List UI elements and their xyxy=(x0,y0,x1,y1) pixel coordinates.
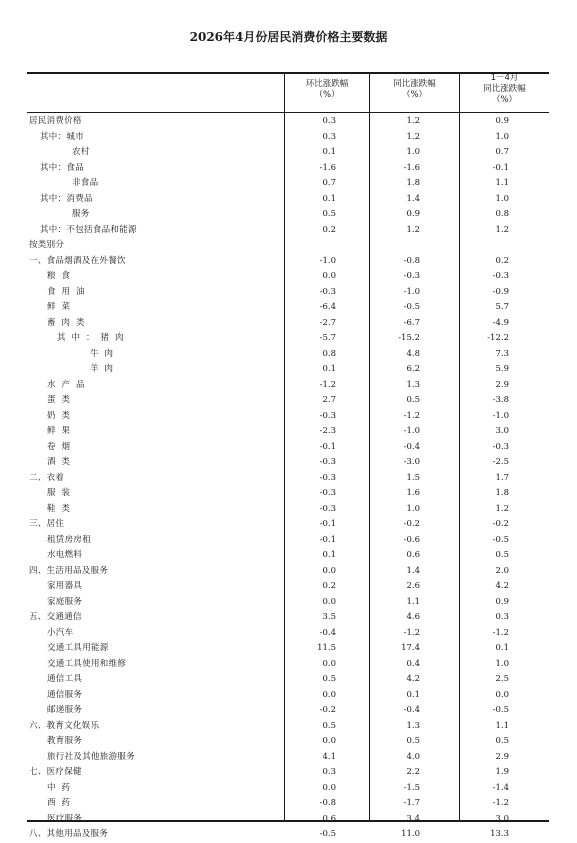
header-yoy-unit: （%） xyxy=(401,90,428,100)
table-row xyxy=(27,254,549,270)
mom-change-value: 0.0 xyxy=(322,565,336,576)
mom-change-value: 0.5 xyxy=(322,209,336,219)
mom-change-value: -0.8 xyxy=(319,798,336,808)
mom-change-value: 0.3 xyxy=(322,767,336,777)
table-row xyxy=(27,409,549,425)
mom-change-value: 2.7 xyxy=(322,395,336,405)
table-row xyxy=(27,362,549,378)
yoy-change-value: 4.6 xyxy=(406,612,420,622)
header-ytd-period: 1－4月 xyxy=(490,73,519,83)
table-row xyxy=(27,145,549,161)
yoy-change-value: -1.2 xyxy=(403,410,420,421)
yoy-change-value: -0.4 xyxy=(403,441,420,452)
yoy-change-value: 1.1 xyxy=(406,596,420,607)
row-label: 邮递服务 xyxy=(47,705,83,715)
row-label: 其中：猪肉 xyxy=(57,333,130,343)
mom-change-value: 0.1 xyxy=(322,550,336,560)
table-row xyxy=(27,130,549,146)
table-row xyxy=(27,703,549,719)
table-row xyxy=(27,719,549,735)
table-row xyxy=(27,765,549,781)
yoy-change-value: -0.8 xyxy=(403,255,420,266)
row-label: 西药 xyxy=(47,798,77,808)
row-label: 其中：食品 xyxy=(40,162,85,173)
row-label: 水电燃料 xyxy=(47,550,83,560)
ytd-change-value: -0.1 xyxy=(492,162,509,173)
table-row xyxy=(27,316,549,332)
mom-change-value: 0.7 xyxy=(322,178,336,188)
row-label: 服务 xyxy=(72,209,90,219)
ytd-change-value: 1.1 xyxy=(495,178,509,188)
yoy-change-value: 1.4 xyxy=(406,565,420,576)
mom-change-value: 0.1 xyxy=(322,147,336,157)
ytd-change-value: 1.2 xyxy=(495,224,509,235)
mom-change-value: 0.0 xyxy=(322,689,336,700)
mom-change-value: 11.5 xyxy=(317,643,336,653)
table-row xyxy=(27,393,549,409)
mom-change-value: -0.3 xyxy=(319,488,336,498)
header-ytd-line: 同比涨跌幅 xyxy=(483,84,526,94)
ytd-change-value: 1.1 xyxy=(495,720,509,731)
ytd-change-value: -2.5 xyxy=(492,457,509,467)
ytd-change-value: 1.8 xyxy=(495,488,509,498)
row-label: 服装 xyxy=(47,488,77,498)
ytd-change-value: -1.2 xyxy=(492,627,509,638)
row-label: 鲜果 xyxy=(47,426,77,436)
row-label: 卷烟 xyxy=(47,441,77,452)
yoy-change-value: -1.5 xyxy=(403,782,420,793)
table-row xyxy=(27,781,549,797)
ytd-change-value: 13.3 xyxy=(490,829,509,839)
row-label: 酒类 xyxy=(47,457,77,467)
ytd-change-value: -3.8 xyxy=(492,395,509,405)
mom-change-value: 0.1 xyxy=(322,364,336,374)
mom-change-value: 0.3 xyxy=(322,116,336,126)
mom-change-value: -0.1 xyxy=(319,519,336,529)
row-label: 交通工具使用和维修 xyxy=(47,658,127,669)
yoy-change-value: 4.2 xyxy=(406,674,420,684)
table-row xyxy=(27,486,549,502)
mom-change-value: -0.3 xyxy=(319,457,336,467)
mom-change-value: -0.5 xyxy=(319,829,336,839)
yoy-change-value: 11.0 xyxy=(401,829,420,839)
header-ytd xyxy=(460,73,549,106)
yoy-change-value: -0.5 xyxy=(403,302,420,312)
row-label: 水产品 xyxy=(47,379,91,390)
yoy-change-value: -0.2 xyxy=(403,519,420,529)
ytd-change-value: -0.5 xyxy=(492,534,509,545)
table-row xyxy=(27,161,549,177)
mom-change-value: 0.0 xyxy=(322,782,336,793)
mom-change-value: -0.3 xyxy=(319,472,336,483)
yoy-change-value: -0.3 xyxy=(403,271,420,281)
mom-change-value: -6.4 xyxy=(319,302,336,312)
ytd-change-value: -1.2 xyxy=(492,798,509,808)
row-label: 医疗服务 xyxy=(47,813,83,824)
ytd-change-value: -0.3 xyxy=(492,441,509,452)
mom-change-value: 0.2 xyxy=(322,224,336,235)
yoy-change-value: 1.6 xyxy=(406,488,420,498)
mom-change-value: -2.7 xyxy=(319,317,336,328)
table-row xyxy=(27,688,549,704)
table-row xyxy=(27,517,549,533)
row-label: 农村 xyxy=(72,147,90,157)
row-label: 通信服务 xyxy=(47,689,83,700)
ytd-change-value: 0.0 xyxy=(495,689,509,700)
ytd-change-value: 0.9 xyxy=(495,116,509,126)
mom-change-value: 4.1 xyxy=(322,751,336,762)
mom-change-value: 0.3 xyxy=(322,131,336,142)
row-label: 一、食品烟酒及在外餐饮 xyxy=(29,255,126,266)
yoy-change-value: 1.0 xyxy=(406,503,420,514)
row-label: 鞋类 xyxy=(47,503,77,514)
ytd-change-value: 4.2 xyxy=(495,581,509,591)
yoy-change-value: 3.4 xyxy=(406,813,420,824)
mom-change-value: 0.6 xyxy=(322,813,336,824)
yoy-change-value: 17.4 xyxy=(401,643,420,653)
ytd-change-value: 1.9 xyxy=(495,767,509,777)
mom-change-value: -0.1 xyxy=(319,441,336,452)
mom-change-value: 0.5 xyxy=(322,674,336,684)
yoy-change-value: 1.3 xyxy=(406,720,420,731)
yoy-change-value: 0.4 xyxy=(406,658,420,669)
mom-change-value: -0.4 xyxy=(319,627,336,638)
ytd-change-value: 1.0 xyxy=(495,131,509,142)
table-row xyxy=(27,626,549,642)
mom-change-value: -1.0 xyxy=(319,255,336,266)
row-label: 非食品 xyxy=(72,178,99,188)
table-row xyxy=(27,440,549,456)
ytd-change-value: -0.3 xyxy=(492,271,509,281)
row-label: 三、居住 xyxy=(29,519,65,529)
yoy-change-value: 0.1 xyxy=(406,689,420,700)
row-label: 小汽车 xyxy=(47,627,74,638)
row-label: 六、教育文化娱乐 xyxy=(29,720,100,731)
table-row xyxy=(27,347,549,363)
table-row xyxy=(27,207,549,223)
ytd-change-value: 0.2 xyxy=(495,255,509,266)
mom-change-value: -1.6 xyxy=(319,162,336,173)
table-row xyxy=(27,192,549,208)
row-label: 二、衣着 xyxy=(29,472,65,483)
ytd-change-value: 0.5 xyxy=(495,736,509,746)
row-label: 粮食 xyxy=(47,271,77,281)
row-label: 其中：不包括食品和能源 xyxy=(40,224,137,235)
row-label: 通信工具 xyxy=(47,674,83,684)
ytd-change-value: 1.0 xyxy=(495,658,509,669)
row-label: 鲜菜 xyxy=(47,302,77,312)
table-row xyxy=(27,455,549,471)
row-label: 食用油 xyxy=(47,286,91,297)
row-label: 家用器具 xyxy=(47,581,83,591)
row-label: 租赁房房租 xyxy=(47,534,92,545)
table-row xyxy=(27,548,549,564)
ytd-change-value: 1.0 xyxy=(495,193,509,204)
mom-change-value: -2.3 xyxy=(319,426,336,436)
yoy-change-value: 1.4 xyxy=(406,193,420,204)
table-row xyxy=(27,114,549,130)
table-row xyxy=(27,378,549,394)
ytd-change-value: 0.3 xyxy=(495,612,509,622)
yoy-change-value: -1.0 xyxy=(403,426,420,436)
ytd-change-value: 0.1 xyxy=(495,643,509,653)
table-row xyxy=(27,734,549,750)
ytd-change-value: 2.9 xyxy=(495,751,509,762)
row-label: 交通工具用能源 xyxy=(47,643,109,653)
yoy-change-value: -0.4 xyxy=(403,705,420,715)
yoy-change-value: 0.5 xyxy=(406,395,420,405)
ytd-change-value: 5.9 xyxy=(495,364,509,374)
mom-change-value: 0.2 xyxy=(322,581,336,591)
ytd-change-value: -1.0 xyxy=(492,410,509,421)
row-label: 旅行社及其他旅游服务 xyxy=(47,751,136,762)
ytd-change-value: -0.9 xyxy=(492,286,509,297)
yoy-change-value: -0.6 xyxy=(403,534,420,545)
row-label: 其中：消费品 xyxy=(40,193,93,204)
table-row xyxy=(27,424,549,440)
row-label: 七、医疗保健 xyxy=(29,767,82,777)
ytd-change-value: 0.8 xyxy=(495,209,509,219)
header-mom-line: 环比涨跌幅 xyxy=(305,79,349,89)
header-mom xyxy=(285,79,369,101)
page-title: 2026年4月份居民消费价格主要数据 xyxy=(189,30,388,44)
yoy-change-value: 1.2 xyxy=(406,131,420,142)
ytd-change-value: -0.2 xyxy=(492,519,509,529)
table-row xyxy=(27,285,549,301)
row-label: 蛋类 xyxy=(47,395,77,405)
table-row xyxy=(27,471,549,487)
table-row xyxy=(27,750,549,766)
mom-change-value: 0.5 xyxy=(322,720,336,731)
ytd-change-value: 2.0 xyxy=(495,565,509,576)
ytd-change-value: 2.5 xyxy=(495,674,509,684)
ytd-change-value: -4.9 xyxy=(492,317,509,328)
yoy-change-value: 0.6 xyxy=(406,550,420,560)
row-label: 畜肉类 xyxy=(47,317,91,328)
row-label: 五、交通通信 xyxy=(29,612,82,622)
table-row xyxy=(27,533,549,549)
ytd-change-value: 0.7 xyxy=(495,147,509,157)
mom-change-value: -0.2 xyxy=(319,705,336,715)
row-label: 羊肉 xyxy=(90,364,120,374)
yoy-change-value: 4.8 xyxy=(406,348,420,359)
ytd-change-value: 0.9 xyxy=(495,596,509,607)
yoy-change-value: 6.2 xyxy=(406,364,420,374)
mom-change-value: 0.1 xyxy=(322,193,336,204)
row-label: 家庭服务 xyxy=(47,596,83,607)
mom-change-value: -0.3 xyxy=(319,286,336,297)
row-label: 牛肉 xyxy=(90,348,120,359)
yoy-change-value: 4.0 xyxy=(406,751,420,762)
mom-change-value: -0.3 xyxy=(319,503,336,514)
yoy-change-value: -6.7 xyxy=(403,317,420,328)
table-row xyxy=(27,595,549,611)
header-ytd-unit: （%） xyxy=(491,95,518,105)
row-label: 奶类 xyxy=(47,410,77,421)
table-row xyxy=(27,176,549,192)
row-label: 教育服务 xyxy=(47,736,83,746)
table-row xyxy=(27,827,549,843)
row-label: 四、生活用品及服务 xyxy=(29,565,109,576)
table-row xyxy=(27,610,549,626)
ytd-change-value: 1.7 xyxy=(495,472,509,483)
yoy-change-value: 1.5 xyxy=(406,472,420,483)
row-label: 中药 xyxy=(47,782,77,793)
ytd-change-value: 0.5 xyxy=(495,550,509,560)
row-label: 按类别分 xyxy=(29,240,65,250)
yoy-change-value: 1.8 xyxy=(406,178,420,188)
mom-change-value: -0.1 xyxy=(319,534,336,545)
mom-change-value: 0.0 xyxy=(322,736,336,746)
table-row xyxy=(27,672,549,688)
table-row xyxy=(27,579,549,595)
ytd-change-value: 2.9 xyxy=(495,379,509,390)
table-row xyxy=(27,238,549,254)
row-label: 其中：城市 xyxy=(40,131,85,142)
table-row xyxy=(27,564,549,580)
header-yoy-line: 同比涨跌幅 xyxy=(393,79,436,89)
table-row xyxy=(27,502,549,518)
ytd-change-value: 3.0 xyxy=(495,426,509,436)
ytd-change-value: 5.7 xyxy=(495,302,509,312)
ytd-change-value: 3.0 xyxy=(495,813,509,824)
yoy-change-value: -1.7 xyxy=(403,798,420,808)
yoy-change-value: -1.2 xyxy=(403,627,420,638)
yoy-change-value: 1.2 xyxy=(406,224,420,235)
mom-change-value: 3.5 xyxy=(322,612,336,622)
table-row xyxy=(27,796,549,812)
mom-change-value: -5.7 xyxy=(319,333,336,343)
mom-change-value: 0.8 xyxy=(322,348,336,359)
yoy-change-value: 0.5 xyxy=(406,736,420,746)
yoy-change-value: 2.6 xyxy=(406,581,420,591)
ytd-change-value: 1.2 xyxy=(495,503,509,514)
row-label: 八、其他用品及服务 xyxy=(29,829,109,839)
yoy-change-value: -15.2 xyxy=(398,333,420,343)
ytd-change-value: -12.2 xyxy=(487,333,509,343)
header-bottom-rule xyxy=(27,112,549,113)
yoy-change-value: -1.0 xyxy=(403,286,420,297)
table-row xyxy=(27,269,549,285)
ytd-change-value: 7.3 xyxy=(495,348,509,359)
header-yoy xyxy=(370,79,459,101)
mom-change-value: 0.0 xyxy=(322,658,336,669)
yoy-change-value: -3.0 xyxy=(403,457,420,467)
table-row xyxy=(27,331,549,347)
table-row xyxy=(27,223,549,239)
table-row xyxy=(27,657,549,673)
table-row xyxy=(27,641,549,657)
yoy-change-value: 1.0 xyxy=(406,147,420,157)
mom-change-value: 0.0 xyxy=(322,271,336,281)
table-row xyxy=(27,812,549,828)
row-label: 居民消费价格 xyxy=(29,116,82,126)
ytd-change-value: -1.4 xyxy=(492,782,509,793)
yoy-change-value: -1.6 xyxy=(403,162,420,173)
yoy-change-value: 0.9 xyxy=(406,209,420,219)
table-row xyxy=(27,300,549,316)
yoy-change-value: 1.2 xyxy=(406,116,420,126)
yoy-change-value: 2.2 xyxy=(406,767,420,777)
mom-change-value: -0.3 xyxy=(319,410,336,421)
mom-change-value: -1.2 xyxy=(319,379,336,390)
mom-change-value: 0.0 xyxy=(322,596,336,607)
yoy-change-value: 1.3 xyxy=(406,379,420,390)
header-mom-unit: （%） xyxy=(314,90,340,100)
ytd-change-value: -0.5 xyxy=(492,705,509,715)
